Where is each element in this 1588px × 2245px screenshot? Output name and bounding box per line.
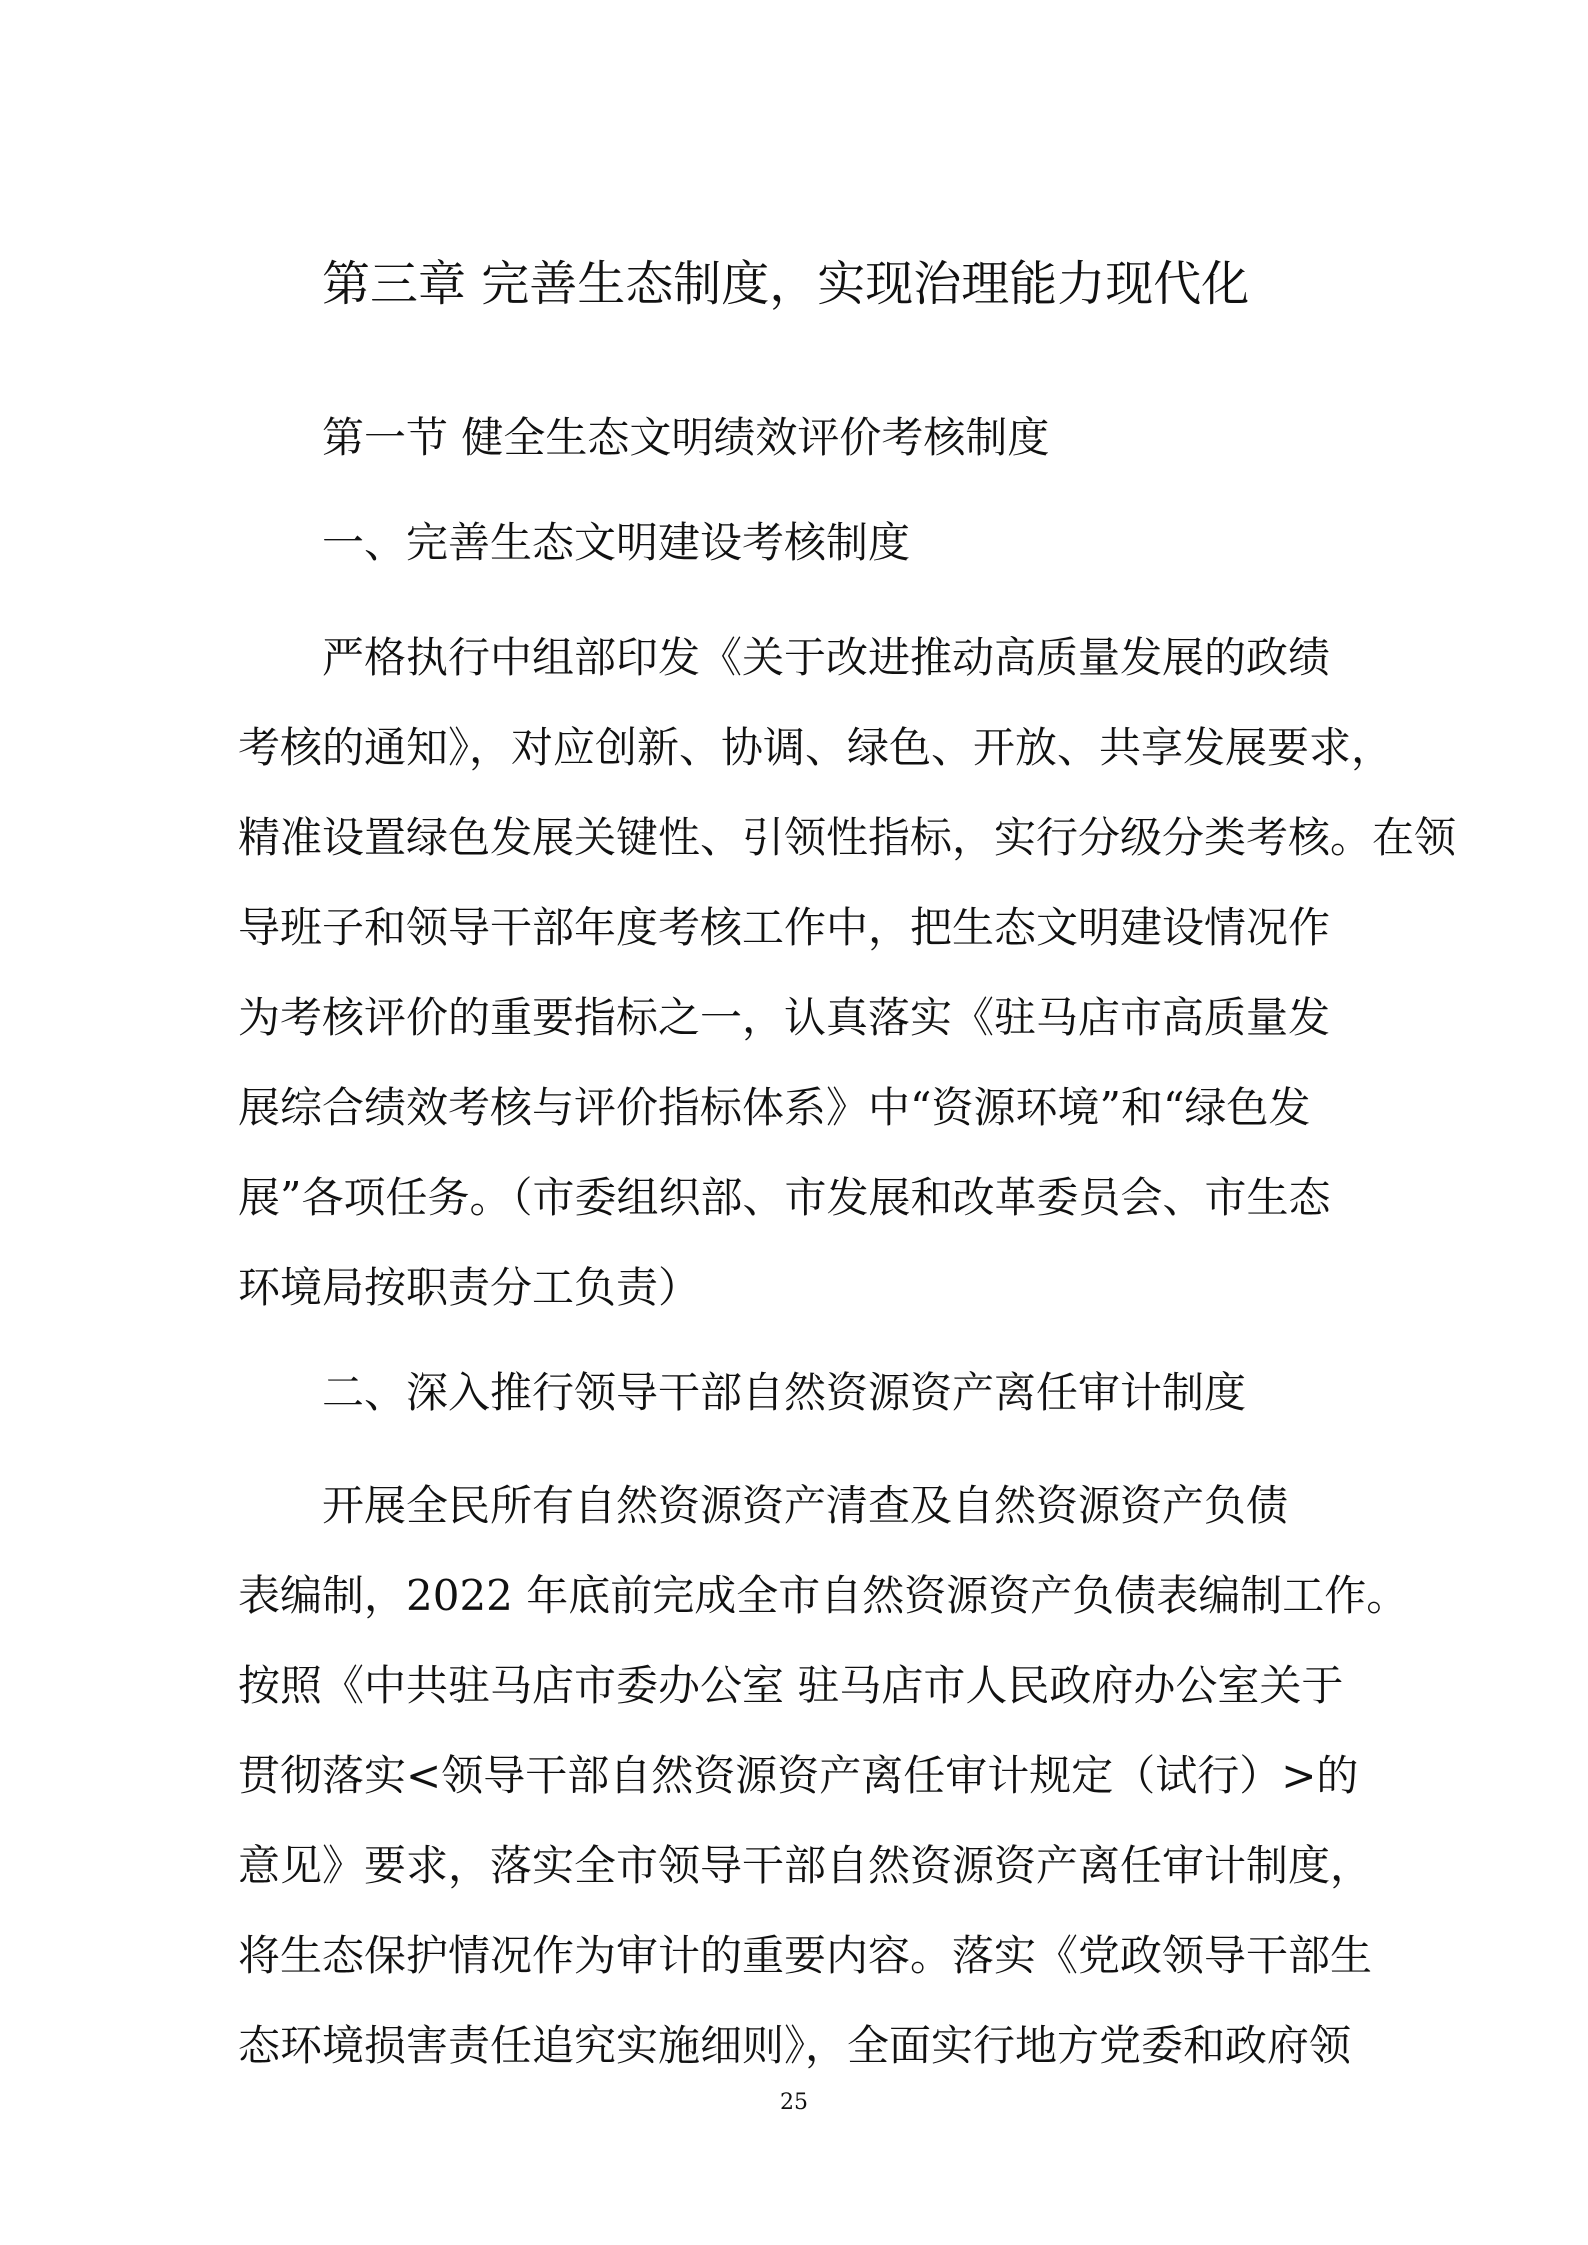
subsection-2-heading: 二、深入推行领导干部自然资源资产离任审计制度 xyxy=(322,1368,1247,1417)
subsection-1-heading: 一、完善生态文明建设考核制度 xyxy=(322,518,911,567)
paragraph-line: 意见》要求，落实全市领导干部自然资源资产离任审计制度， xyxy=(238,1841,1373,1890)
paragraph-line: 开展全民所有自然资源资产清查及自然资源资产负债 xyxy=(322,1481,1289,1530)
paragraph-line: 态环境损害责任追究实施细则》，全面实行地方党委和政府领 xyxy=(238,2021,1352,2070)
paragraph-line: 环境局按职责分工负责） xyxy=(238,1263,701,1312)
paragraph-line: 表编制，2022 年底前完成全市自然资源资产负债表编制工作。 xyxy=(238,1571,1409,1620)
page-number: 25 xyxy=(780,2090,808,2115)
paragraph-line: 严格执行中组部印发《关于改进推动高质量发展的政绩 xyxy=(322,633,1331,682)
paragraph-line: 将生态保护情况作为审计的重要内容。落实《党政领导干部生 xyxy=(238,1931,1373,1980)
paragraph-line: 展”各项任务。（市委组织部、市发展和改革委员会、市生态 xyxy=(238,1173,1331,1222)
paragraph-line: 导班子和领导干部年度考核工作中，把生态文明建设情况作 xyxy=(238,903,1331,952)
section-title: 第一节 健全生态文明绩效评价考核制度 xyxy=(322,413,1050,462)
paragraph-line: 考核的通知》，对应创新、协调、绿色、开放、共享发展要求， xyxy=(238,723,1394,772)
chapter-title: 第三章 完善生态制度，实现治理能力现代化 xyxy=(322,256,1250,312)
paragraph-line: 展综合绩效考核与评价指标体系》中“资源环境”和“绿色发 xyxy=(238,1083,1311,1132)
paragraph-line: 按照《中共驻马店市委办公室 驻马店市人民政府办公室关于 xyxy=(238,1661,1344,1710)
paragraph-line: 精准设置绿色发展关键性、引领性指标，实行分级分类考核。在领 xyxy=(238,813,1457,862)
paragraph-line: 为考核评价的重要指标之一，认真落实《驻马店市高质量发 xyxy=(238,993,1331,1042)
paragraph-line: 贯彻落实<领导干部自然资源资产离任审计规定（试行）>的 xyxy=(238,1751,1359,1800)
